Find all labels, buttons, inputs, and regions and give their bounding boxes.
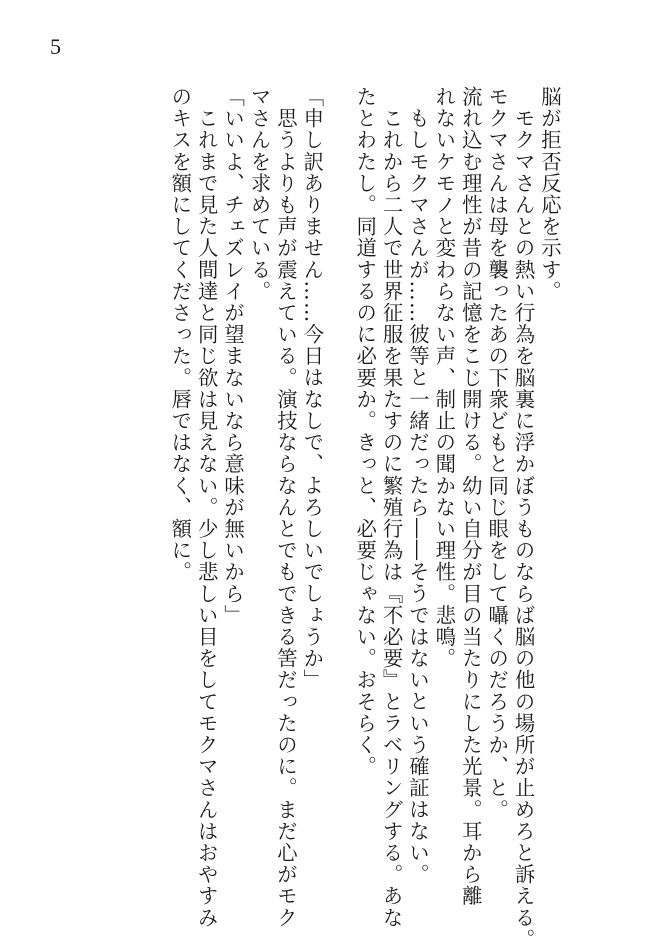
text-line: たとわたし。同道するのに必要か。きっと、必要じゃない。おそらく。 <box>353 86 378 778</box>
body-text <box>53 86 563 950</box>
text-line: これから二人で世界征服を果たすのに繁殖行為は『不必要』とラベリングする。あな <box>379 86 404 929</box>
text-line: れないケモノと変わらない声、制止の聞かない理性。悲鳴。 <box>432 86 457 670</box>
text-line: モクマさんは母を襲ったあの下衆どもと同じ眼をして囁くのだろうか、と。 <box>485 86 510 821</box>
text-line: のキスを額にしてくださった。唇ではなく、額に。 <box>168 86 193 583</box>
page-number: 5 <box>50 34 61 59</box>
text-line: これまで見た人間達と同じ欲は見えない。少し悲しい目をしてモクマさんはおやすみ <box>194 86 219 929</box>
text-line: 流れ込む理性が昔の記憶をこじ開ける。幼い自分が目の当たりにした光景。耳から離 <box>458 86 483 907</box>
text-line: もしモクマさんが……彼等と一緒だったら――そうではないという確証はない。 <box>405 86 430 886</box>
text-line: 「いいよ、チェズレイが望まないなら意味が無いから」 <box>221 86 246 626</box>
text-line: 脳が拒否反応を示す。 <box>538 86 562 302</box>
text-line: 思うよりも声が震えている。演技ならなんとでもできる筈だったのに。まだ心がモク <box>273 86 298 929</box>
text-line: 「申し訳ありません……今日はなしで、よろしいでしょうか」 <box>300 86 325 691</box>
blank-line <box>325 86 351 872</box>
text-line: マさんを求めている。 <box>247 86 272 302</box>
text-line: モクマさんとの熱い行為を脳裏に浮かぼうものならば脳の他の場所が止めろと訴える。 <box>511 86 536 950</box>
